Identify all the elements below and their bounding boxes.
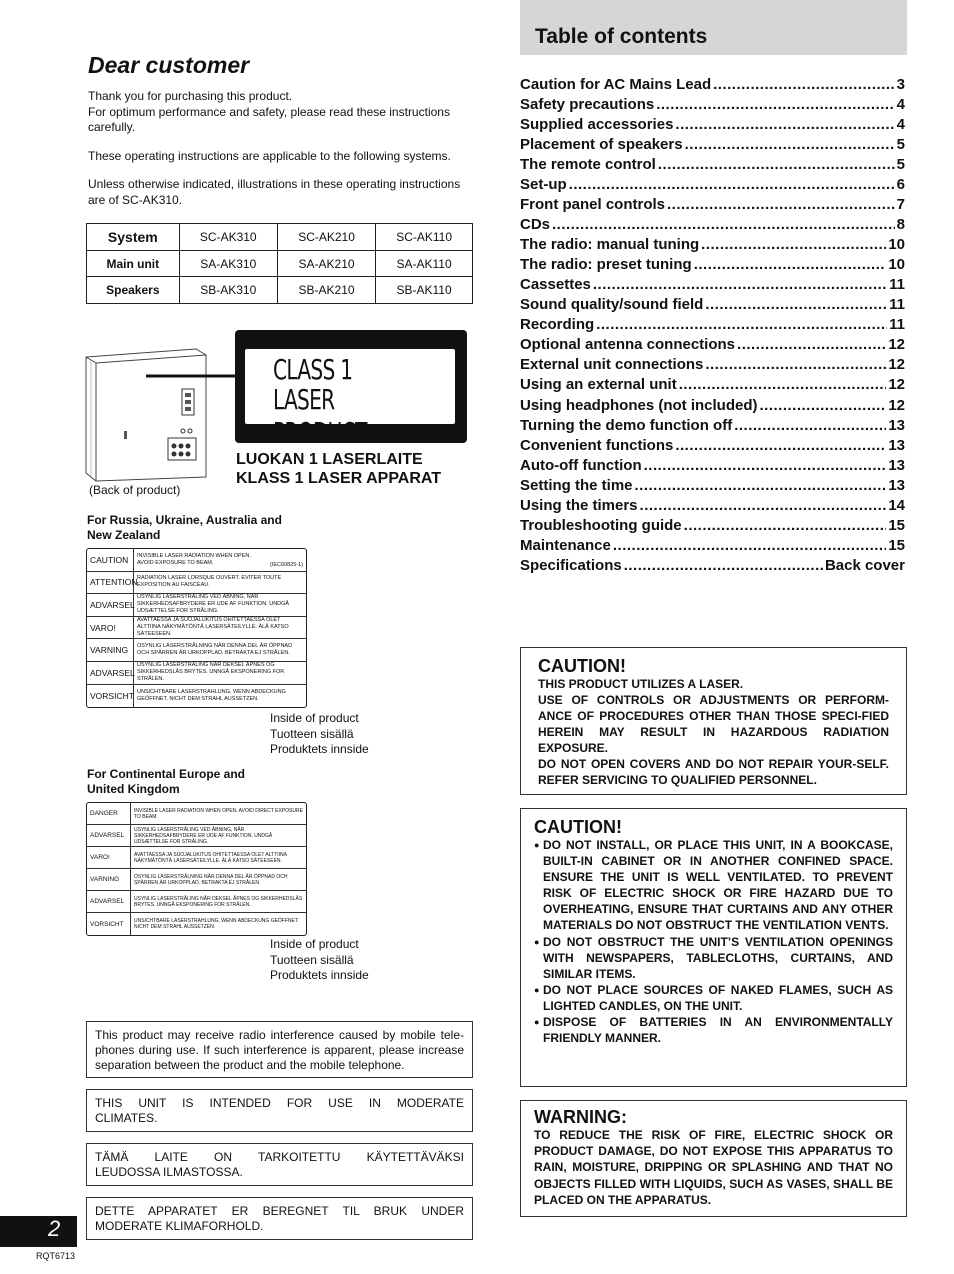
label-key: VARO!	[87, 847, 131, 868]
inside-caption-2	[270, 937, 369, 984]
table-cell-header: Speakers	[87, 277, 180, 304]
toc-entry[interactable]	[520, 497, 905, 517]
toc-entry[interactable]	[520, 417, 905, 437]
label-row	[87, 825, 306, 847]
toc-entry-title: Safety precautions	[520, 96, 655, 114]
toc-entry-page: 11	[889, 316, 905, 334]
toc-entry-title: The remote control	[520, 156, 656, 174]
warning-box	[520, 1100, 907, 1217]
label-value: OSYNLIG LASERSTRÅLNING NÄR DENNA DEL ÄR ÖPPNAD OCH SPÄRREN ÄR URKOPPLAD. BETRAKTA EJ STRÅLEN.	[137, 643, 293, 657]
toc-entry[interactable]	[520, 557, 905, 577]
bullet-text: DO NOT PLACE SOURCES OF NAKED FLAMES, SUCH AS LIGHTED CANDLES, ON THE UNIT.	[543, 982, 893, 1013]
label-key: VORSICHT	[87, 913, 131, 935]
toc-entry-title: Troubleshooting guide	[520, 516, 682, 534]
climate-notice-en	[86, 1089, 473, 1132]
toc-entry-title: Setting the time	[520, 476, 633, 494]
toc-entry-page: 11	[889, 276, 905, 294]
toc-entry-page: 5	[896, 136, 905, 154]
toc-entry-page: 13	[888, 456, 905, 474]
toc-entry[interactable]	[520, 437, 905, 457]
laser-label-line2: LASER PRODUCT	[273, 383, 367, 449]
bullet-icon: ●	[534, 984, 540, 995]
notice-line: phones during use. If such interference is apparent, please increase	[95, 1043, 464, 1057]
toc-leader-dots	[644, 457, 887, 474]
toc-leader-dots	[635, 477, 887, 494]
intro-applicable: These operating instructions are applicable to the following systems.	[88, 148, 451, 163]
toc-entry[interactable]	[520, 477, 905, 497]
toc-leader-dots	[658, 156, 895, 173]
toc-entry[interactable]	[520, 537, 905, 557]
label-key: VORSICHT	[87, 685, 134, 708]
toc-leader-dots	[624, 557, 823, 574]
toc-entry-title: Front panel controls	[520, 196, 666, 214]
toc-entry[interactable]	[520, 116, 905, 136]
label-row	[87, 913, 306, 935]
bullet-icon: ●	[534, 1017, 540, 1028]
toc-entry[interactable]	[520, 196, 905, 216]
toc-entry-title: Auto-off function	[520, 456, 642, 474]
caution-laser-body: USE OF CONTROLS OR ADJUSTMENTS OR PERFORM-ANCE OF PROCEDURES OTHER THAN THOSE SPECI-FIED HEREIN MAY RESULT IN HAZARDOUS RADIATION EXPOSURE.	[538, 693, 889, 755]
caution-title: CAUTION!	[538, 656, 626, 676]
label-key: CAUTION	[87, 549, 134, 571]
label-value: OSYNLIG LASERSTRÅLNING NÄR DENNA DEL ÄR ÖPPNAD OCH SPÄRREN ÄR URKOPPLAD. BETRAKTA EJ STRÅLEN.	[134, 873, 288, 886]
label-value: AVATTAESSA JA SUOJALUKITUS OHITETTAESSA OLET ALTTIINA NÄKYMÄTÖNTÄ LASERSÄTEILYLLE. ÄLÄ KATSO SÄTEESEEN.	[134, 851, 287, 864]
table-cell: SC-AK310	[179, 224, 277, 251]
caution-laser-box	[520, 647, 907, 795]
toc-entry-title: The radio: preset tuning	[520, 256, 692, 274]
toc-entry-page: 15	[888, 536, 905, 554]
label-row	[87, 617, 306, 640]
toc-leader-dots	[675, 437, 886, 454]
label-row	[87, 869, 306, 891]
table-cell: SB-AK310	[179, 277, 277, 304]
system-table	[86, 223, 473, 304]
label-ref: (IEC60825-1)	[269, 561, 303, 568]
table-row	[87, 224, 473, 251]
russia-heading-line1: For Russia, Ukraine, Australia and	[87, 513, 282, 527]
label-key: DANGER	[87, 803, 131, 824]
laser-label-se: KLASS 1 LASER APPARAT	[236, 470, 442, 487]
laser-label-fi: LUOKAN 1 LASERLAITE	[236, 451, 423, 468]
toc-entry-page: 14	[888, 496, 905, 514]
toc-entry-title: The radio: manual tuning	[520, 236, 700, 254]
toc-leader-dots	[701, 236, 886, 253]
table-cell: SB-AK110	[376, 277, 473, 304]
toc-leader-dots	[684, 517, 887, 534]
toc-entry-page: 12	[888, 396, 905, 414]
laser-translations	[236, 450, 441, 488]
class-1-laser-label	[235, 330, 467, 449]
climate-notice-fi	[86, 1143, 473, 1186]
label-key: VARNING	[87, 639, 134, 661]
label-row	[87, 803, 306, 825]
toc-entry[interactable]	[520, 517, 905, 537]
table-cell: SB-AK210	[277, 277, 375, 304]
toc-leader-dots	[705, 356, 886, 373]
table-cell-header: Main unit	[87, 250, 180, 277]
laser-warning-label-russia	[86, 548, 307, 708]
label-key: ADVARSEL	[87, 825, 131, 846]
table-cell: SC-AK210	[277, 224, 375, 251]
toc-entry-title: Using an external unit	[520, 376, 677, 394]
bullet-icon: ●	[534, 840, 540, 850]
label-value	[134, 549, 306, 571]
toc-entry-page: 10	[888, 256, 905, 274]
climate-notice-no	[86, 1197, 473, 1240]
page-number-tab	[0, 1216, 77, 1247]
inside-caption-no: Produktets innside	[270, 968, 369, 982]
label-key: VARO!	[87, 617, 134, 639]
notice-line: THIS UNIT IS INTENDED FOR USE IN MODERATE	[95, 1096, 464, 1110]
toc-entry-title: Maintenance	[520, 536, 611, 554]
caution-title: CAUTION!	[534, 817, 622, 837]
inside-caption-no: Produktets innside	[270, 742, 369, 756]
label-value: USYNLIG LASERSTRÅLING VED ÅBNING, NÅR SIKKERHEDSAFBRYDERE ER UDE AF FUNKTION. UNDGÅ UDSÆTTELSE FOR STRÅLING.	[137, 594, 290, 615]
label-key: ADVARSEL	[87, 594, 134, 616]
label-value: USYNLIG LASERSTRÅLING NÅR DEKSEL ÅPNES OG SIKKERHEDSLÅS BRYTES. UNNGÅ EKSPONERING FOR STRÅLEN.	[134, 895, 303, 908]
list-item	[534, 982, 893, 1014]
toc-leader-dots	[760, 397, 887, 414]
bullet-text: DISPOSE OF BATTERIES IN AN ENVIRONMENTALLY FRIENDLY MANNER.	[543, 1015, 893, 1046]
toc-leader-dots	[552, 216, 895, 233]
russia-heading	[87, 513, 317, 543]
toc-entry-page: 5	[896, 156, 905, 174]
toc-entry[interactable]	[520, 336, 905, 356]
laser-label-line1: CLASS 1	[273, 353, 353, 386]
table-of-contents	[520, 76, 905, 577]
toc-entry-title: Supplied accessories	[520, 116, 674, 134]
toc-entry[interactable]	[520, 316, 905, 336]
toc-entry-title: Set-up	[520, 176, 567, 194]
toc-entry-page: 13	[888, 476, 905, 494]
notice-line: separation between the product and the mobile telephone.	[95, 1058, 405, 1072]
toc-entry-title: Optional antenna connections	[520, 336, 736, 354]
label-value: INVISIBLE LASER RADIATION WHEN OPEN. AVOID DIRECT EXPOSURE TO BEAM.	[134, 807, 303, 820]
toc-leader-dots	[656, 96, 894, 113]
table-row	[87, 250, 473, 277]
toc-leader-dots	[694, 256, 887, 273]
russia-heading-line2: New Zealand	[87, 528, 161, 542]
label-value: UNSICHTBARE LASERSTRAHLUNG, WENN ABDECKUNG GEÖFFNET. NICHT DEM STRAHL AUSSETZEN.	[137, 688, 286, 702]
toc-leader-dots	[679, 376, 887, 393]
list-item	[534, 1014, 893, 1046]
toc-entry-page: 7	[896, 196, 905, 214]
intro-read: For optimum performance and safety, please read these instructions carefully.	[88, 104, 450, 134]
toc-leader-dots	[569, 176, 895, 193]
label-key: ADVARSEL	[87, 662, 134, 684]
toc-entry[interactable]	[520, 356, 905, 376]
toc-entry[interactable]	[520, 296, 905, 316]
toc-entry-title: Convenient functions	[520, 436, 674, 454]
label-row	[87, 572, 306, 595]
toc-entry[interactable]	[520, 256, 905, 276]
document-code: RQT6713	[36, 1251, 76, 1261]
table-row	[87, 277, 473, 304]
europe-heading	[87, 767, 317, 797]
toc-entry-title: External unit connections	[520, 356, 704, 374]
interference-notice	[86, 1021, 473, 1078]
toc-entry[interactable]	[520, 96, 905, 116]
toc-leader-dots	[685, 136, 895, 153]
toc-leader-dots	[713, 76, 895, 93]
caution-laser-body-2: DO NOT OPEN COVERS AND DO NOT REPAIR YOUR-SELF. REFER SERVICING TO QUALIFIED PERSONNEL.	[538, 757, 889, 787]
laser-warning-label-europe	[86, 802, 307, 936]
label-value: AVATTAESSA JA SUOJALUKITUS OHITETTAESSA OLET ALTTIINA NÄKYMÄTÖNTÄ LASERSÄTEILYLLE. ÄLÄ KATSO SÄTEESEEN.	[137, 617, 289, 638]
toc-leader-dots	[613, 537, 886, 554]
caution-laser-line: THIS PRODUCT UTILIZES A LASER.	[538, 677, 744, 691]
toc-entry[interactable]	[520, 176, 905, 196]
warning-title: WARNING:	[534, 1107, 627, 1127]
label-row	[87, 639, 306, 662]
toc-title: Table of contents	[535, 25, 708, 48]
warning-body: TO REDUCE THE RISK OF FIRE, ELECTRIC SHOCK OR PRODUCT DAMAGE, DO NOT EXPOSE THIS APPARATUS TO RAIN, MOISTURE, DRIPPING OR SPLASHING AND THAT NO OBJECTS FILLED WITH LIQUIDS, SUCH AS VASES, SHALL BE PLACED ON THE APPARATUS.	[534, 1128, 893, 1207]
toc-leader-dots	[737, 336, 886, 353]
toc-entry-page: 3	[896, 76, 905, 93]
toc-entry-title: Using the timers	[520, 496, 638, 514]
toc-leader-dots	[705, 296, 887, 313]
toc-entry[interactable]	[520, 156, 905, 176]
toc-entry-page: 12	[888, 356, 905, 374]
toc-entry-page: 10	[888, 236, 905, 254]
toc-entry-title: Placement of speakers	[520, 136, 683, 154]
label-value: USYNLIG LASERSTRÅLING NÅR DEKSEL ÅPNES OG SIKKERHEDSLÅS BRYTES. UNNGÅ EKSPONERING FOR STRÅLEN.	[137, 662, 285, 683]
bullet-icon: ●	[534, 936, 540, 947]
caution-ventilation-box	[520, 808, 907, 1087]
toc-entry-title: Cassettes	[520, 276, 591, 294]
toc-entry-page: 12	[888, 376, 905, 394]
label-row	[87, 549, 306, 572]
toc-entry-page: 8	[896, 216, 905, 234]
toc-leader-dots	[593, 276, 887, 293]
label-row	[87, 891, 306, 913]
toc-leader-dots	[596, 316, 887, 333]
label-row	[87, 847, 306, 869]
toc-entry-title: Using headphones (not included)	[520, 396, 758, 414]
intro-thanks: Thank you for purchasing this product.	[88, 89, 293, 103]
page-title: Dear customer	[88, 52, 250, 78]
toc-leader-dots	[675, 116, 894, 133]
toc-entry-page: Back cover	[824, 556, 905, 574]
toc-entry-title: Caution for AC Mains Lead	[520, 76, 712, 93]
label-value-text: INVISIBLE LASER RADIATION WHEN OPEN. AVOID EXPOSURE TO BEAM.	[137, 552, 251, 566]
notice-line: CLIMATES.	[95, 1111, 158, 1125]
bullet-text: DO NOT INSTALL, OR PLACE THIS UNIT, IN A BOOKCASE, BUILT-IN CABINET OR IN ANOTHER CONFINED SPACE. ENSURE THE UNIT IS WELL VENTILATED. TO PREVENT RISK OF ELECTRIC SHOCK OR FIRE HAZARD DUE TO OVERHEATING, ENSURE THAT CURTAINS AND ANY OTHER MATERIALS DO NOT OBSTRUCT THE VENTILATION VENTS.	[543, 838, 893, 933]
label-value: UNSICHTBARE LASERSTRAHLUNG, WENN ABDECKUNG GEÖFFNET. NICHT DEM STRAHL AUSSETZEN.	[134, 918, 299, 930]
toc-entry-page: 12	[888, 336, 905, 354]
toc-entry-title: Turning the demo function off	[520, 416, 733, 434]
europe-heading-line1: For Continental Europe and	[87, 767, 245, 781]
table-cell-header: System	[87, 224, 180, 251]
toc-entry-page: 4	[896, 96, 905, 114]
intro-illustrations: Unless otherwise indicated, illustrations in these operating instructions are of SC-AK310.	[88, 177, 461, 207]
label-row	[87, 662, 306, 685]
toc-entry[interactable]	[520, 236, 905, 256]
toc-entry-page: 13	[888, 416, 905, 434]
page-number: 2	[48, 1216, 61, 1241]
notice-line: This product may receive radio interference caused by mobile tele-	[95, 1028, 464, 1042]
table-cell: SA-AK210	[277, 250, 375, 277]
product-back-illustration	[84, 345, 244, 485]
label-value: RADIATION LASER LORSQUE OUVERT. EVITER TOUTE EXPOSITION AU FAISCEAU.	[137, 575, 282, 589]
list-item	[534, 934, 893, 982]
toc-entry[interactable]	[520, 76, 905, 96]
label-row	[87, 685, 306, 708]
table-cell: SA-AK110	[376, 250, 473, 277]
inside-caption-en: Inside of product	[270, 937, 359, 951]
toc-leader-dots	[640, 497, 887, 514]
table-cell: SC-AK110	[376, 224, 473, 251]
label-key: ADVARSEL	[87, 891, 131, 912]
toc-entry[interactable]	[520, 216, 905, 236]
notice-line: MODERATE KLIMAFORHOLD.	[95, 1219, 264, 1233]
toc-entry[interactable]	[520, 136, 905, 156]
europe-heading-line2: United Kingdom	[87, 782, 180, 796]
toc-entry-page: 6	[896, 176, 905, 194]
intro-text	[88, 89, 473, 208]
toc-entry-title: Sound quality/sound field	[520, 296, 704, 314]
toc-leader-dots	[734, 417, 886, 434]
notice-line: DETTE APPARATET ER BEREGNET TIL BRUK UNDER	[95, 1204, 464, 1218]
label-value: USYNLIG LASERSTRÅLING VED ÅBNING, NÅR SIKKERHEDSAFBRYDERE ER UDE AF FUNKTION. UNDGÅ UDSÆTTELSE FOR STRÅLING.	[134, 826, 273, 845]
toc-entry[interactable]	[520, 276, 905, 296]
notice-line: TÄMÄ LAITE ON TARKOITETTU KÄYTETTÄVÄKSI	[95, 1150, 464, 1164]
toc-leader-dots	[667, 196, 895, 213]
table-cell: SA-AK310	[179, 250, 277, 277]
inside-caption-fi: Tuotteen sisällä	[270, 726, 354, 741]
toc-entry-page: 13	[888, 436, 905, 454]
bullet-text: DO NOT OBSTRUCT THE UNIT’S VENTILATION OPENINGS WITH NEWSPAPERS, TABLECLOTHS, CURTAINS, AND SIMILAR ITEMS.	[543, 934, 893, 981]
back-of-product-caption: (Back of product)	[89, 483, 181, 497]
toc-entry-page: 11	[889, 296, 905, 314]
toc-entry[interactable]	[520, 376, 905, 396]
toc-entry-title: CDs	[520, 216, 551, 234]
toc-entry-page: 15	[888, 516, 905, 534]
label-key: VARNING	[87, 869, 131, 890]
toc-entry-title: Specifications	[520, 556, 622, 574]
label-key: ATTENTION	[87, 572, 134, 594]
notice-line: LEUDOSSA ILMASTOSSA.	[95, 1165, 243, 1179]
list-item	[534, 837, 893, 934]
toc-entry-title: Recording	[520, 316, 595, 334]
inside-caption-1	[270, 711, 369, 758]
toc-entry-page: 4	[896, 116, 905, 134]
inside-caption-en: Inside of product	[270, 711, 359, 725]
toc-entry[interactable]	[520, 397, 905, 417]
inside-caption-fi: Tuotteen sisällä	[270, 952, 354, 967]
label-row	[87, 594, 306, 617]
toc-entry[interactable]	[520, 457, 905, 477]
